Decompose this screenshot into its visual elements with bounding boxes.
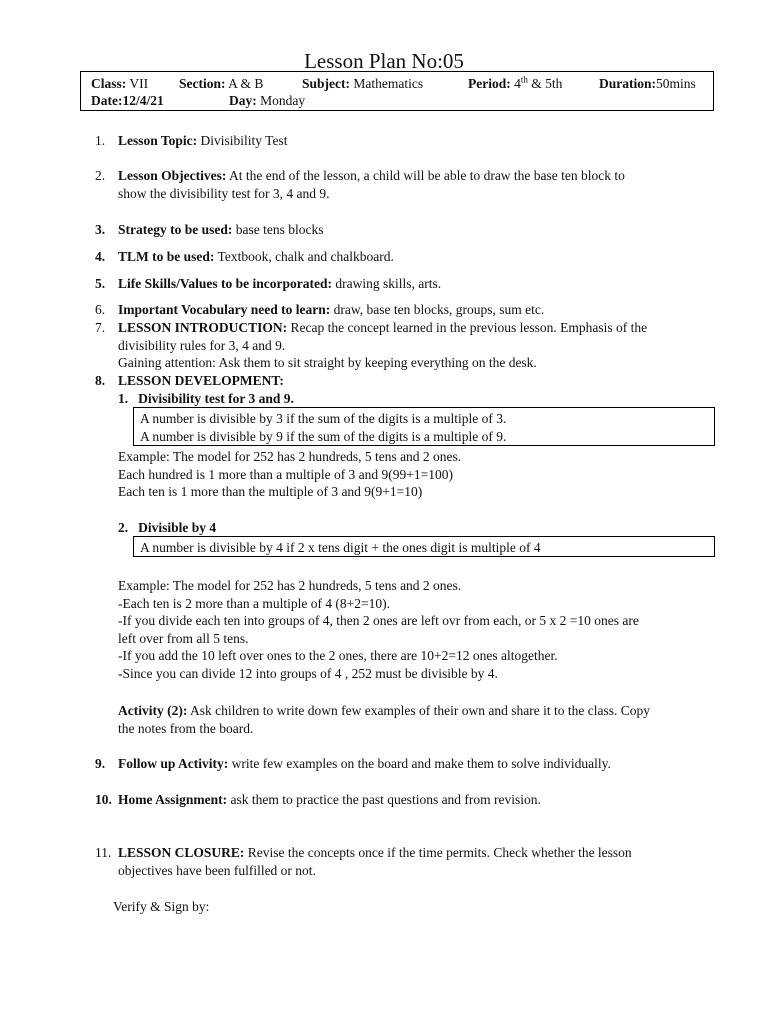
life-skills: Life Skills/Values to be incorporated: drawing skills, arts. <box>118 276 442 291</box>
item-number: 1. <box>95 133 106 148</box>
period-field: Period: 4th & 5th <box>468 74 563 91</box>
dev1-example: Example: The model for 252 has 2 hundreds, 5 tens and 2 ones. Each hundred is 1 more than a multiple of 3 and 9(99+1=100) Each ten is 1 more than the multiple of 3 and 9(9+1=10) <box>118 449 462 499</box>
item-number: 2. <box>95 168 106 183</box>
item-number: 10. <box>95 792 112 807</box>
dev2-rule-box: A number is divisible by 4 if 2 x tens digit + the ones digit is multiple of 4 <box>133 536 715 557</box>
dev1-rule-box: A number is divisible by 3 if the sum of the digits is a multiple of 3. A number is divisible by 9 if the sum of the digits is a multiple of 9. <box>133 407 715 446</box>
home-assignment: Home Assignment: ask them to practice the past questions and from revision. <box>118 792 541 807</box>
dev1-heading: 1. Divisibility test for 3 and 9. <box>118 391 294 406</box>
vocabulary: Important Vocabulary need to learn: draw, base ten blocks, groups, sum etc. <box>118 302 545 317</box>
strategy: Strategy to be used: base tens blocks <box>118 222 324 237</box>
item-number: 7. <box>95 320 106 335</box>
item-number: 11. <box>95 845 112 860</box>
item-number: 9. <box>95 756 106 771</box>
item-number: 3. <box>95 222 106 237</box>
class-field: Class: VII <box>91 76 149 91</box>
page-title: Lesson Plan No:05 <box>304 49 464 73</box>
verify-sign: Verify & Sign by: <box>113 899 210 914</box>
lesson-closure: LESSON CLOSURE: Revise the concepts once if the time permits. Check whether the lesson objectives have been fulfilled or not. <box>118 845 632 878</box>
lesson-objectives: Lesson Objectives: At the end of the lesson, a child will be able to draw the base ten block to show the divisibility test for 3, 4 and 9. <box>118 168 625 201</box>
item-number: 4. <box>95 249 106 264</box>
tlm: TLM to be used: Textbook, chalk and chalkboard. <box>118 249 394 264</box>
lesson-topic: Lesson Topic: Divisibility Test <box>118 133 288 148</box>
dev2-example: Example: The model for 252 has 2 hundreds, 5 tens and 2 ones. -Each ten is 2 more than a multiple of 4 (8+2=10). -If you divide each ten into groups of 4, then 2 ones are left ovr from each, or 5 x 2 =10 ones are left over from all 5 tens. -If you add the 10 left over ones to the 2 ones, there are 10+2=12 ones altogether. -Since you can divide 12 into groups of 4 , 252 must be divisible by 4. <box>118 578 639 681</box>
lesson-introduction: LESSON INTRODUCTION: Recap the concept learned in the previous lesson. Emphasis of the divisibility rules for 3, 4 and 9. Gaining attention: Ask them to sit straight by keeping everything on the desk. <box>118 320 648 370</box>
day-field: Day: Monday <box>229 93 306 108</box>
activity: Activity (2): Ask children to write down few examples of their own and share it to the class. Copy the notes from the board. <box>118 703 651 736</box>
dev2-heading: 2. Divisible by 4 <box>118 520 217 535</box>
item-number: 8. <box>95 373 106 388</box>
header-info-box <box>80 71 714 111</box>
item-number: 5. <box>95 276 106 291</box>
follow-up-activity: Follow up Activity: write few examples on the board and make them to solve individually. <box>118 756 611 771</box>
lesson-development-heading: LESSON DEVELOPMENT: <box>118 373 284 388</box>
subject-field: Subject: Mathematics <box>302 76 424 91</box>
date-field: Date:12/4/21 <box>91 93 164 108</box>
item-number: 6. <box>95 302 106 317</box>
duration-field: Duration:50mins <box>599 76 696 91</box>
section-field: Section: A & B <box>179 76 264 91</box>
